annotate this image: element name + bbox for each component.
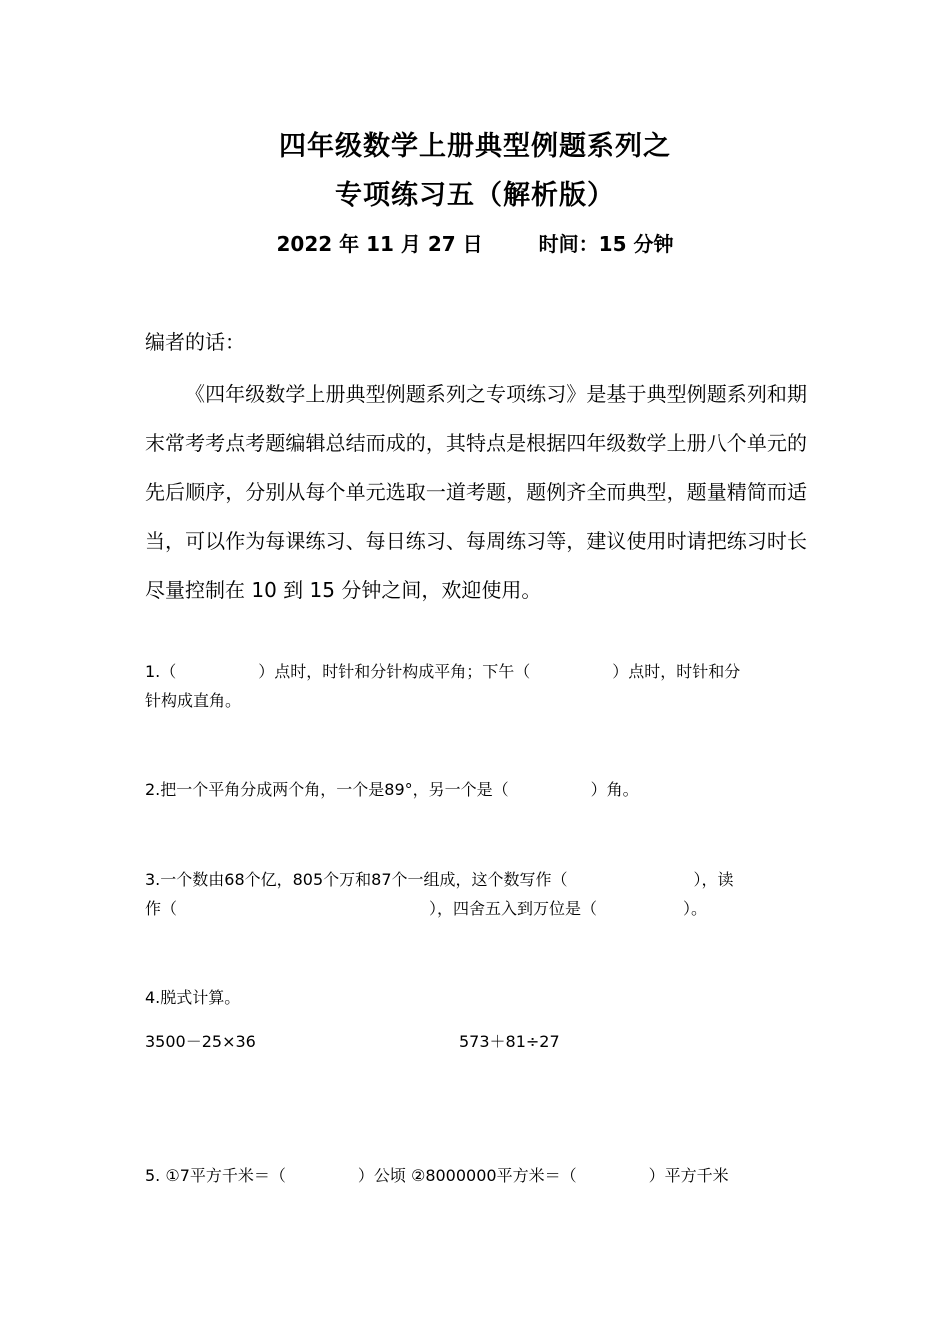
q1-text-a: 1.（ xyxy=(145,662,177,681)
title-line-1: 四年级数学上册典型例题系列之 xyxy=(279,131,671,162)
intro-paragraph: 《四年级数学上册典型例题系列之专项练习》是基于典型例题系列和期末常考考点考题编辑总结而成的，其特点是根据四年级数学上册八个单元的先后顺序，分别从每个单元选取一道考题，题例齐全而典型，题量精简而适当，可以作为每课练习、每日练习、每周练习等，建议使用时请把练习时长尽量控制在 10 到 15 分钟之间，欢迎使用。 xyxy=(145,382,807,602)
q3-text-d: ），四舍五入到万位是（ xyxy=(429,899,598,918)
q1-text-c: ）点时，时针和分 xyxy=(612,662,741,681)
q5-text-a: 5. ①7平方千米＝（ xyxy=(145,1166,286,1185)
date-time-line xyxy=(0,228,950,257)
q3-text-c: 作（ xyxy=(145,899,178,918)
question-1 xyxy=(145,657,807,687)
time-limit: 时间：15 分钟 xyxy=(538,232,674,256)
date: 2022 年 11 月 27 日 xyxy=(276,232,483,256)
q4-expression-2: 573＋81÷27 xyxy=(459,1032,560,1051)
q2-text-a: 2.把一个平角分成两个角，一个是89°，另一个是（ xyxy=(145,780,509,799)
q5-text-b: ）公顷 ②8000000平方米＝（ xyxy=(357,1166,577,1185)
q2-text-b: ）角。 xyxy=(590,780,639,799)
q1-text-b: ）点时，时针和分针构成平角；下午（ xyxy=(258,662,531,681)
question-2 xyxy=(145,775,807,805)
title-line-2: 专项练习五（解析版） xyxy=(335,180,615,211)
intro-heading: 编者的话： xyxy=(145,330,245,354)
question-4-title: 4.脱式计算。 xyxy=(145,988,241,1007)
q5-text-c: ）平方千米 xyxy=(648,1166,729,1185)
question-5 xyxy=(145,1161,807,1191)
question-3-cont xyxy=(145,894,807,924)
q3-text-e: ）。 xyxy=(683,899,708,918)
question-3 xyxy=(145,865,807,895)
q4-expression-1: 3500－25×36 xyxy=(145,1032,256,1051)
q3-text-b: ），读 xyxy=(693,870,734,889)
question-1-cont: 针构成直角。 xyxy=(145,691,242,710)
q3-text-a: 3.一个数由68个亿，805个万和87个一组成，这个数写作（ xyxy=(145,870,568,889)
